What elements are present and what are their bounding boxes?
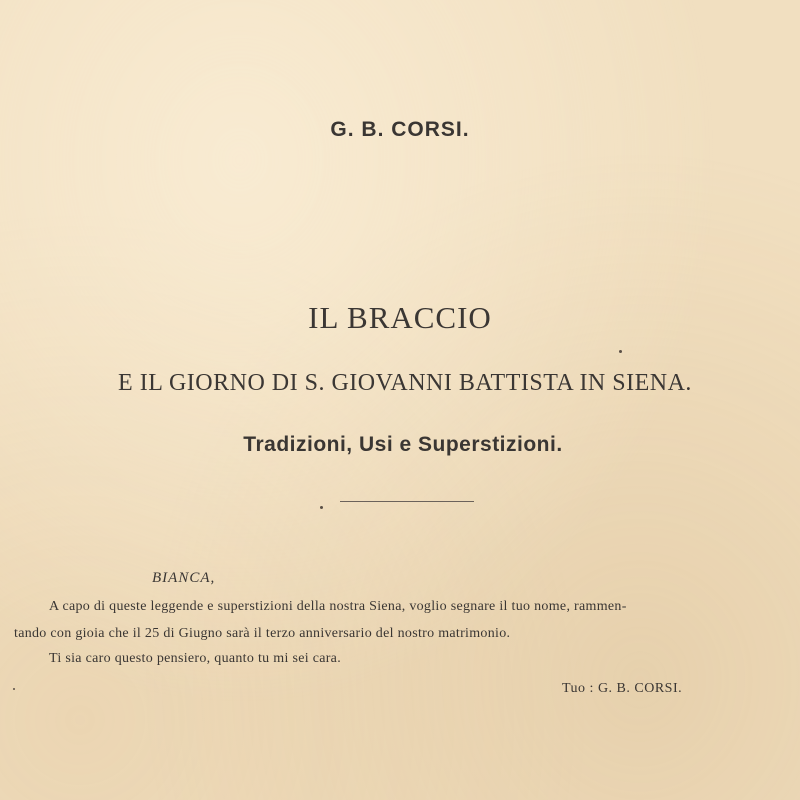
title-main: IL BRACCIO [308,300,492,335]
title-secondary: E IL GIORNO DI S. GIOVANNI BATTISTA IN SIENA. [118,370,692,396]
dedication-line-2: tando con gioia che il 25 di Giugno sarà il terzo anniversario del nostro matrimonio. [14,626,511,641]
dedication-line-3: Ti sia caro questo pensiero, quanto tu mi sei cara. [49,651,341,666]
author-header: G. B. CORSI. [330,118,470,141]
paper-speck [619,350,622,353]
dedication-signature: Tuo : G. B. CORSI. [562,681,683,696]
paper-speck [13,688,15,690]
dedication-line-1: A capo di queste leggende e superstizioni della nostra Siena, voglio segnare il tuo nome, rammen- [49,599,627,614]
paper-speck [320,506,323,509]
subtitle: Tradizioni, Usi e Superstizioni. [243,433,563,456]
divider-rule [340,501,474,502]
dedication-salutation: BIANCA, [152,570,216,586]
